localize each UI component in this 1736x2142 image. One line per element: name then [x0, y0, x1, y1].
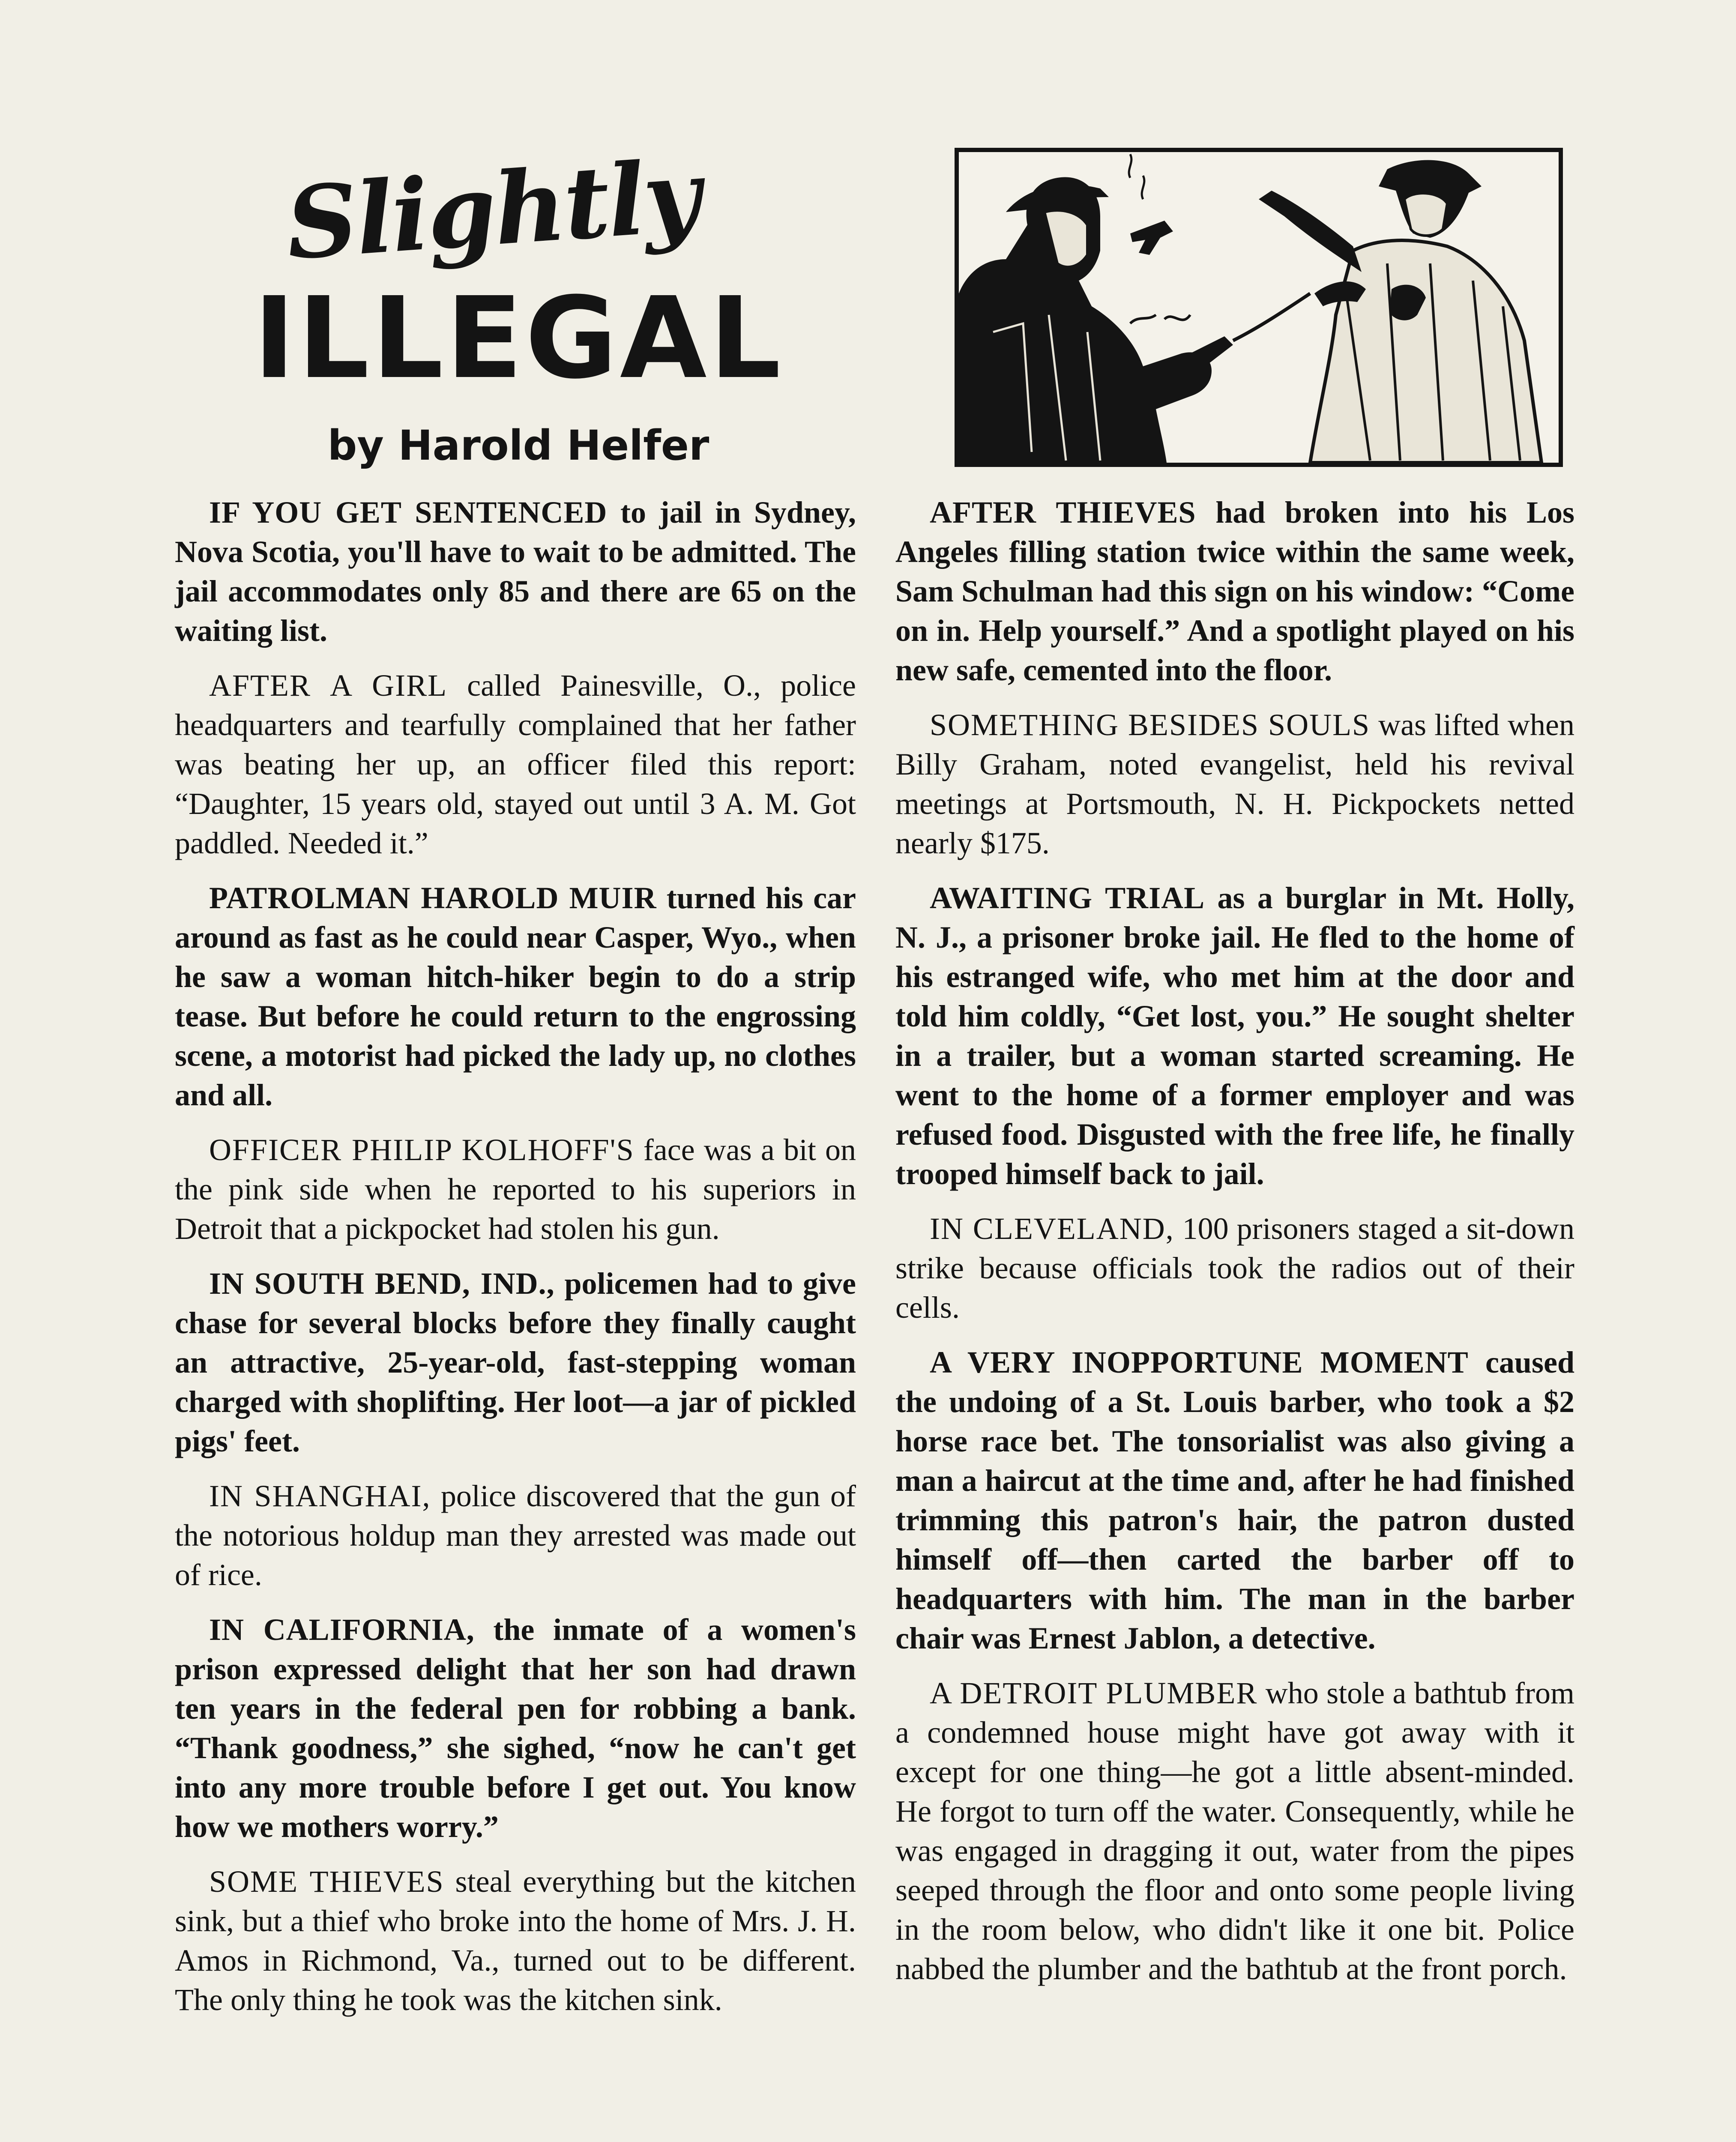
paragraph-lead: A VERY INOPPORTUNE MOMENT [930, 1345, 1469, 1379]
paragraph [175, 1610, 856, 1846]
title-block [171, 138, 865, 471]
title-main: ILLEGAL [253, 273, 784, 404]
paragraph-text: called Painesville, O., police headquarters and tearfully complained that her father was beating her up, an officer filed this report: “Daughter, 15 years old, stayed out until 3 A. M. Got paddled. Needed it.” [175, 668, 856, 860]
paragraph-text: was lifted when Billy Graham, noted evangelist, held his revival meetings at Portsmouth, N. H. Pickpockets netted nearly $175. [895, 708, 1574, 860]
paragraph-lead: IN CALIFORNIA, [209, 1612, 475, 1647]
paragraph-lead: SOME THIEVES [209, 1864, 444, 1899]
paragraph [895, 878, 1574, 1194]
paragraph [175, 1264, 856, 1461]
paragraph-lead: SOMETHING BESIDES SOULS [930, 708, 1371, 742]
paragraph [175, 1130, 856, 1248]
paragraph [895, 493, 1574, 690]
paragraph-lead: IN SOUTH BEND, IND., [209, 1266, 555, 1301]
left-column [175, 493, 856, 2035]
paragraph [175, 1862, 856, 2019]
paragraph-text: turned his car around as fast as he could near Casper, Wyo., when he saw a woman hitch-hiker begin to do a strip tease. But before he could return to the engrossing scene, a motorist had picked the lady up, no clothes and all. [175, 881, 856, 1112]
paragraph-text: had broken into his Los Angeles filling station twice within the same week, Sam Schulman had this sign on his window: “Come on in. Help yourself.” And a spotlight played on his new safe, cemented into the floor. [895, 495, 1574, 687]
policeman-figure [959, 177, 1233, 463]
paragraph-lead: AFTER A GIRL [209, 668, 448, 703]
paragraph-text: as a burglar in Mt. Holly, N. J., a prisoner broke jail. He fled to the home of his estranged wife, who met him at the door and told him coldly, “Get lost, you.” He sought shelter in a trailer, but a woman started screaming. He went to the home of a former employer and was refused food. Disgusted with the free life, he finally trooped himself back to jail. [895, 881, 1574, 1191]
paragraph-lead: IN SHANGHAI, [209, 1479, 431, 1513]
paragraph-text: the inmate of a women's prison expressed delight that her son had drawn ten years in the federal pen for robbing a bank. “Thank goodness,” she sighed, “now he can't get into any more trouble before I get out. You know how we mothers worry.” [175, 1612, 856, 1844]
byline: by Harold Helfer [327, 422, 709, 470]
paragraph-text: to jail in Sydney, Nova Scotia, you'll have to wait to be admitted. The jail accommodates only 85 and there are 65 on the waiting list. [175, 495, 856, 648]
paragraph-lead: AFTER THIEVES [930, 495, 1196, 530]
gangster-figure [1259, 160, 1541, 463]
paragraph [175, 878, 856, 1115]
paragraph [895, 1673, 1574, 1989]
paragraph-lead: IN CLEVELAND, [930, 1212, 1174, 1246]
paragraph-text: steal everything but the kitchen sink, but a thief who broke into the home of Mrs. J. H. Amos in Richmond, Va., turned out to be different. The only thing he took was the kitchen sink. [175, 1864, 856, 2017]
paragraph-text: face was a bit on the pink side when he reported to his superiors in Detroit that a pickpocket had stolen his gun. [175, 1133, 856, 1246]
paragraph [895, 1343, 1574, 1658]
paragraph-text: police discovered that the gun of the notorious holdup man they arrested was made out of rice. [175, 1479, 856, 1592]
paragraph-text: caused the undoing of a St. Louis barber, who took a $2 horse race bet. The tonsorialist was also giving a man a haircut at the time and, after he had finished trimming this patron's hair, the patron dusted himself off—then carted the barber off to headquarters with him. The man in the barber chair was Ernest Jablon, a detective. [895, 1345, 1574, 1655]
paragraph [175, 666, 856, 863]
paragraph [895, 1209, 1574, 1327]
illustration [955, 148, 1563, 467]
right-column [895, 493, 1574, 2004]
paragraph-text: who stole a bathtub from a condemned house might have got away with it except for one thing—he got a little absent-minded. He forgot to turn off the water. Consequently, while he was engaged in dragging it out, water from the pipes seeped through the floor and onto some people living in the room below, who didn't like it one bit. Police nabbed the plumber and the bathtub at the front porch. [895, 1676, 1574, 1986]
paragraph [175, 1476, 856, 1595]
paragraph-text: policemen had to give chase for several blocks before they finally caught an attractive, 25-year-old, fast-stepping woman charged with shoplifting. Her loot—a jar of pickled pigs' feet. [175, 1266, 856, 1458]
paragraph [895, 705, 1574, 863]
paragraph [175, 493, 856, 650]
paragraph-lead: AWAITING TRIAL [930, 881, 1205, 915]
gun-shot-illustration [959, 152, 1559, 463]
paragraph-lead: OFFICER PHILIP KOLHOFF'S [209, 1133, 635, 1167]
paragraph-lead: PATROLMAN HAROLD MUIR [209, 881, 657, 915]
paragraph-lead: A DETROIT PLUMBER [930, 1676, 1258, 1710]
paragraph-lead: IF YOU GET SENTENCED [209, 495, 608, 530]
paragraph-text: 100 prisoners staged a sit-down strike because officials took the radios out of their cells. [895, 1212, 1574, 1325]
title-script: Slightly [282, 138, 703, 282]
